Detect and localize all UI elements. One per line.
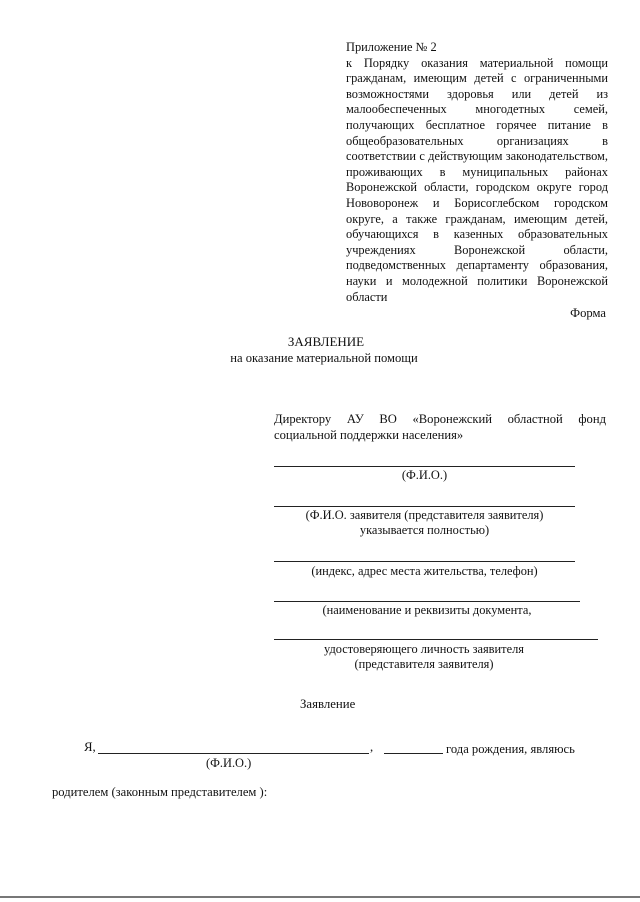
appendix-title: Приложение № 2 — [346, 40, 437, 54]
document-subtitle: на оказание материальной помощи — [230, 351, 418, 365]
ya-label: Я, — [84, 740, 96, 754]
parent-text: родителем (законным представителем ): — [52, 785, 268, 799]
appendix-block — [346, 40, 608, 305]
identity-caption-line1: удостоверяющего личность заявителя — [324, 642, 524, 656]
document-title: ЗАЯВЛЕНИЕ — [287, 334, 365, 349]
comma: , — [370, 740, 374, 754]
applicant-fio-caption: (Ф.И.О.) — [206, 756, 252, 770]
appendix-text: к Порядку оказания материальной помощи гражданам, имеющим детей с ограниченными возможностями здоровья или детей из малообеспеченных многодетных семей, получающих бесплатное горячее питание в общеобразовательных организациях в соответствии с действующим законодательством, проживающих в муниципальных районах Воронежской области, городском округе город Нововоронеж и Борисоглебском городском округе, а также гражданам, имеющим детей, обучающихся в казенных образовательных учреждениях Воронежской области, подведомственных департаменту образования, науки и молодежной политики Воронежской области — [346, 55, 608, 304]
birth-year-line[interactable] — [384, 753, 443, 754]
applicant-fio-line[interactable] — [274, 506, 575, 507]
birth-year-text: года рождения, являюсь — [446, 742, 575, 756]
director-fio-line[interactable] — [274, 466, 575, 467]
address-line[interactable] — [274, 561, 575, 562]
document-line[interactable] — [274, 601, 580, 602]
document-caption: (наименование и реквизиты документа, — [322, 603, 532, 617]
address-caption: (индекс, адрес места жительства, телефон) — [311, 564, 538, 578]
addressee-text: Директору АУ ВО «Воронежский областной фонд социальной поддержки населения» — [274, 412, 606, 442]
applicant-name-line[interactable] — [98, 753, 369, 754]
identity-line[interactable] — [274, 639, 598, 640]
identity-caption-line2: (представителя заявителя) — [354, 657, 494, 671]
form-label: Форма — [570, 306, 606, 320]
applicant-fio-caption-line1: (Ф.И.О. заявителя (представителя заявителя) — [305, 508, 544, 522]
director-fio-caption: (Ф.И.О.) — [401, 468, 448, 482]
applicant-fio-caption-line2: указывается полностью) — [359, 523, 490, 537]
statement-title: Заявление — [300, 697, 356, 711]
page-bottom-edge — [0, 896, 640, 898]
